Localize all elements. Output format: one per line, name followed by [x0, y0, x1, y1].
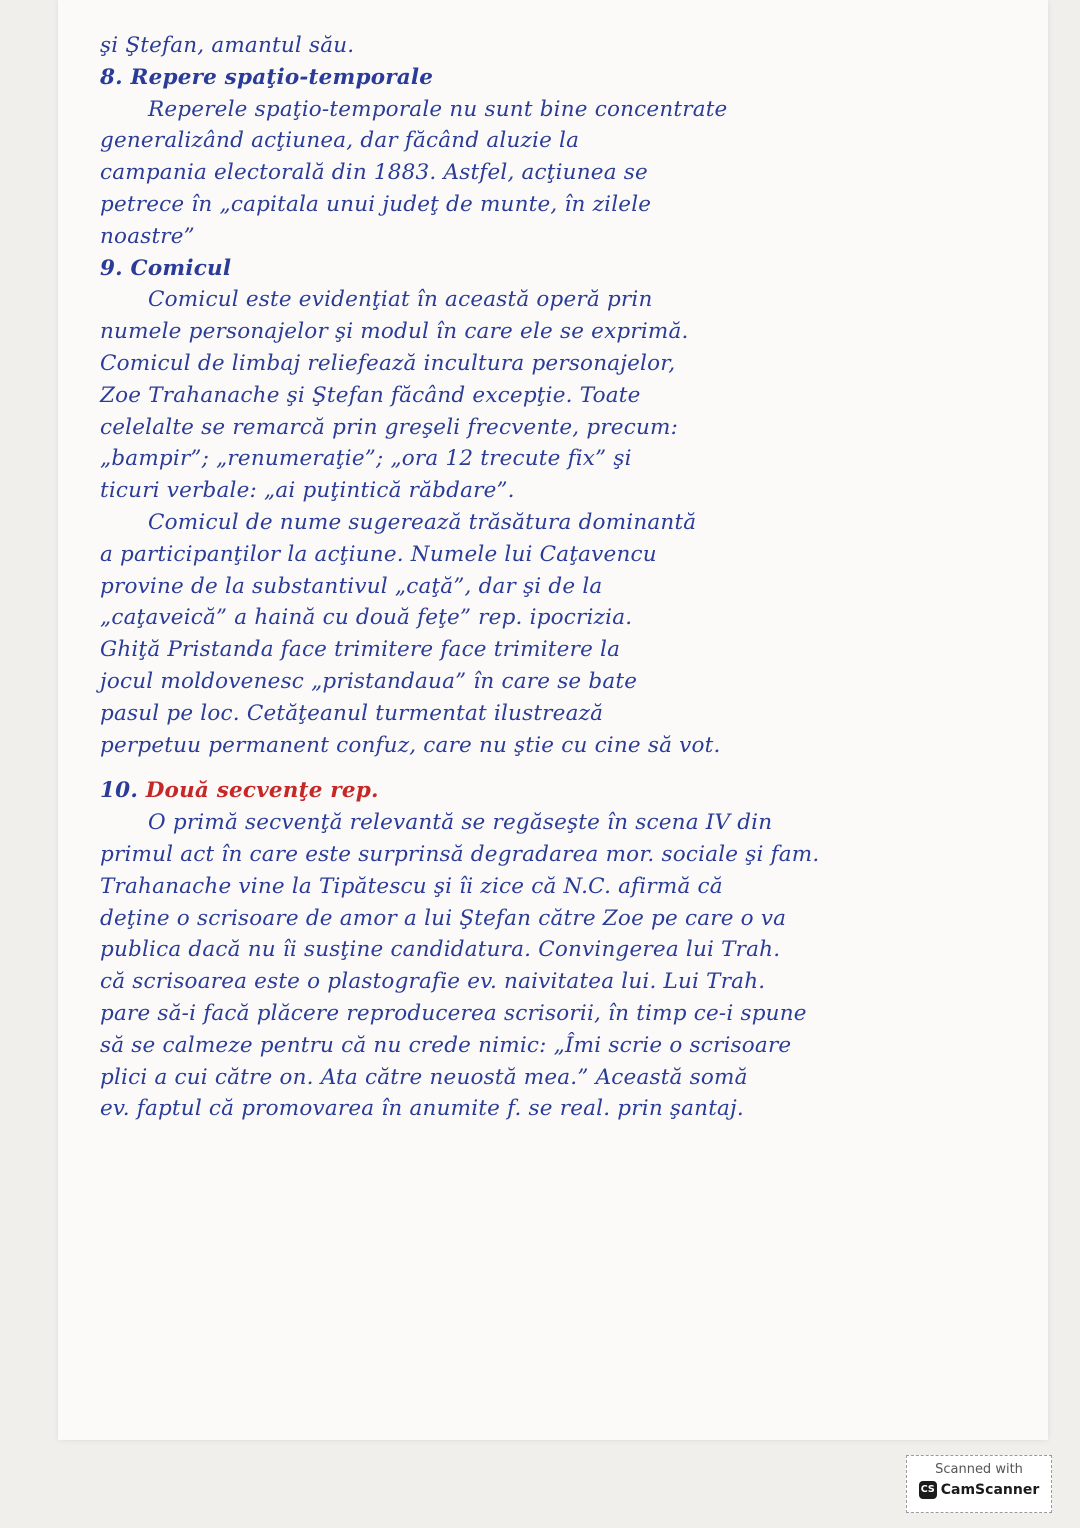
- text-line: să se calmeze pentru că nu crede nimic: „Îmi scrie o scrisoare: [100, 1032, 792, 1058]
- text-line: petrece în „capitala unui judeţ de munte, în zilele: [100, 191, 652, 217]
- section-8-heading: 8. Repere spaţio-temporale: [100, 64, 434, 90]
- text-line: „caţaveică” a haină cu două feţe” rep. ipocrizia.: [100, 605, 633, 631]
- camscanner-logo-icon: CS: [919, 1481, 937, 1499]
- text-line: O primă secvenţă relevantă se regăseşte în scena IV din: [148, 810, 773, 836]
- camscanner-watermark: [906, 1455, 1052, 1513]
- text-line: Zoe Trahanache şi Ştefan făcând excepţie. Toate: [100, 382, 641, 408]
- text-line: plici a cui către on. Ata către neuostă mea.” Această somă: [100, 1064, 748, 1090]
- handwritten-notes: [100, 30, 1000, 1125]
- section-9-heading: 9. Comicul: [100, 255, 232, 281]
- text-line: provine de la substantivul „caţă”, dar şi de la: [100, 573, 603, 599]
- text-line: a participanţilor la acţiune. Numele lui Caţavencu: [100, 541, 657, 567]
- text-line: pasul pe loc. Cetăţeanul turmentat ilustrează: [100, 700, 604, 726]
- text-line: ticuri verbale: „ai puţintică răbdare”.: [100, 478, 515, 504]
- text-line: pare să-i facă plăcere reproducerea scrisorii, în timp ce-i spune: [100, 1000, 807, 1026]
- text-line: generalizând acţiunea, dar făcând aluzie la: [100, 128, 580, 154]
- section-10-heading: [100, 775, 1000, 807]
- text-line: primul act în care este surprinsă degradarea mor. sociale şi fam.: [100, 841, 820, 867]
- text-line: publica dacă nu îi susţine candidatura. Convingerea lui Trah.: [100, 937, 781, 963]
- section-10-number: 10.: [100, 778, 139, 804]
- section-10-title: Două secvenţe rep.: [145, 778, 379, 804]
- text-line: noastre”: [100, 223, 195, 249]
- watermark-caption: Scanned with: [935, 1462, 1023, 1477]
- text-line: că scrisoarea este o plastografie ev. naivitatea lui. Lui Trah.: [100, 969, 766, 995]
- text-line: Reperele spaţio-temporale nu sunt bine concentrate: [148, 96, 728, 122]
- text-line: Ghiţă Pristanda face trimitere face trimitere la: [100, 637, 621, 663]
- text-line: celelalte se remarcă prin greşeli frecvente, precum:: [100, 414, 679, 440]
- text-line: campania electorală din 1883. Astfel, acţiunea se: [100, 160, 648, 186]
- spacer: [100, 761, 1000, 775]
- text-line: Comicul de limbaj reliefează incultura personajelor,: [100, 350, 676, 376]
- text-line: deţine o scrisoare de amor a lui Ştefan către Zoe pe care o va: [100, 905, 787, 931]
- text-line: ev. faptul că promovarea în anumite f. se real. prin şantaj.: [100, 1096, 744, 1122]
- text-line: jocul moldovenesc „pristandaua” în care se bate: [100, 668, 638, 694]
- text-line: şi Ştefan, amantul său.: [100, 33, 355, 58]
- text-line: Comicul este evidenţiat în această operă prin: [148, 287, 653, 313]
- watermark-brand: CamScanner: [940, 1482, 1040, 1498]
- text-line: numele personajelor şi modul în care ele se exprimă.: [100, 319, 689, 345]
- text-line: Trahanache vine la Tipătescu şi îi zice că N.C. afirmă că: [100, 873, 723, 899]
- text-line: Comicul de nume sugerează trăsătura dominantă: [148, 509, 697, 535]
- text-line: „bampir”; „renumeraţie”; „ora 12 trecute fix” şi: [100, 446, 632, 472]
- watermark-brand-row: [907, 1481, 1051, 1499]
- text-line: perpetuu permanent confuz, care nu ştie cu cine să vot.: [100, 732, 721, 758]
